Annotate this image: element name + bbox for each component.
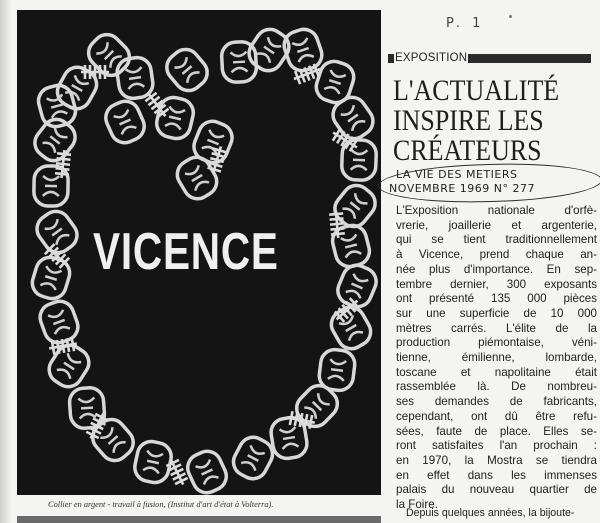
necklace-link: [161, 44, 213, 96]
body-line: sées, faute de place. Elles se-: [396, 424, 597, 438]
necklace-link: [334, 261, 381, 311]
body-line: mètres carrés. L'élite de la: [396, 321, 597, 335]
necklace-link: [326, 302, 375, 354]
article-body: [396, 204, 597, 513]
body-line: ont présenté 135 000 pièces: [396, 292, 597, 306]
necklace-spacer: [329, 127, 360, 154]
source-stamp-line: NOVEMBRE 1969 N° 277: [389, 182, 536, 195]
necklace-link: [183, 447, 231, 495]
necklace-spacer: [329, 209, 345, 238]
body-line: toscane et napolitaine était: [396, 365, 597, 379]
necklace-link: [269, 416, 309, 461]
next-photo-edge: [17, 516, 381, 523]
body-line: née plus d'importance. En sep-: [396, 262, 597, 276]
ink-dot: [509, 15, 512, 18]
source-stamp-line: LA VIE DES METIERS: [396, 168, 518, 181]
body-line: cependant, ont dû être refu-: [396, 409, 597, 423]
body-line: tembre dernier, 300 exposants: [396, 277, 597, 291]
necklace-link: [229, 432, 278, 483]
body-line: sur une superficie de 10 000: [396, 306, 597, 320]
headline-line: CRÉATEURS: [393, 135, 542, 167]
headline-line: L'ACTUALITÉ: [393, 75, 560, 107]
section-label: [388, 52, 591, 65]
photo-caption: Collier en argent - travail à fusion, (Institut d'art d'état à Volterra).: [48, 500, 274, 509]
body-line: ront satisfaites l'an prochain :: [396, 439, 597, 453]
body-line: L'Exposition nationale d'orfè-: [396, 204, 597, 217]
body-line: qui se tient traditionnellement: [396, 233, 597, 247]
body-line: palais du nouveau quartier de: [396, 483, 597, 497]
necklace-spacer: [48, 337, 78, 356]
body-line: en 1970, la Mostra se tiendra: [396, 453, 597, 467]
body-line: rassemblée là. De nombreu-: [396, 380, 597, 394]
necklace-spacer: [81, 65, 109, 79]
handwritten-page-number: P. 1: [446, 16, 485, 31]
photo-title: VICENCE: [93, 223, 279, 281]
body-line: en effet dans les immenses: [396, 468, 597, 482]
article-headline: [393, 76, 573, 166]
headline-line: INSPIRE LES: [393, 105, 544, 137]
necklace-link: [87, 414, 139, 466]
necklace-spacer: [55, 149, 72, 178]
section-name: EXPOSITION: [395, 52, 468, 64]
necklace-link: [291, 380, 343, 432]
body-line: vrerie, joaillerie et argenterie,: [396, 218, 597, 232]
necklace-photo: [17, 10, 381, 495]
body-line: production piémontaise, véni-: [396, 336, 597, 350]
section-bar-right: [468, 54, 591, 63]
necklace-link: [101, 97, 148, 147]
body-line: ses demandes de fabricants,: [396, 395, 597, 409]
necklace-link: [115, 56, 154, 100]
necklace-link: [36, 297, 82, 346]
necklace-link: [132, 439, 174, 485]
body-line: à Vicence, prend chaque an-: [396, 248, 597, 262]
article-body-continuation: Depuis quelques années, la bijoute-: [406, 507, 575, 519]
body-line: la Foire.: [396, 498, 438, 512]
body-line: tienne, émilienne, lombarde,: [396, 351, 597, 365]
scan-edge: [0, 0, 12, 523]
